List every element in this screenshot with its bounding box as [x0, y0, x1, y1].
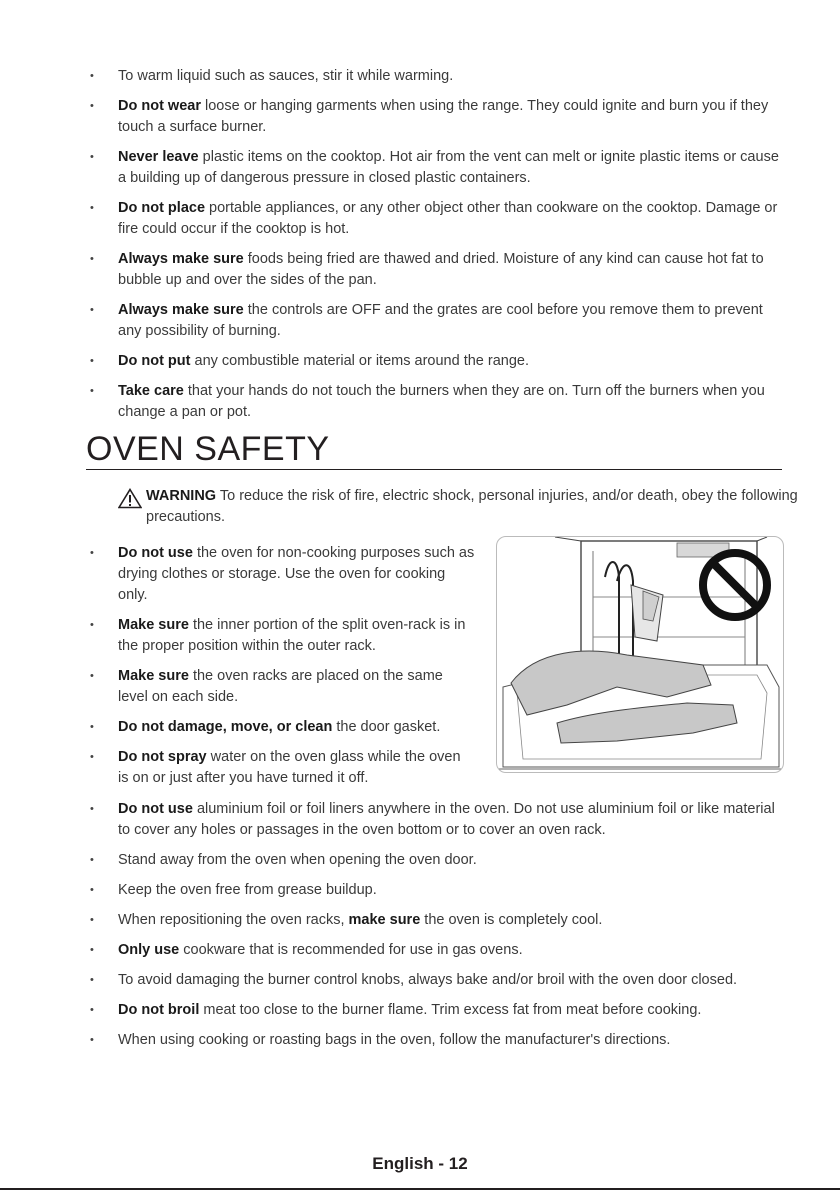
list-item: • To warm liquid such as sauces, stir it while warming.	[90, 66, 790, 87]
warning-label: WARNING	[146, 488, 217, 504]
oven-drawing	[497, 537, 783, 772]
list-item: • Do not broil meat too close to the burner flame. Trim excess fat from meat before cooking.	[90, 1000, 790, 1021]
list-item: • Always make sure foods being fried are thawed and dried. Moisture of any kind can cause hot fat to bubble up and over the sides of the pan.	[90, 249, 790, 291]
list-item: • Do not use the oven for non-cooking purposes such as drying clothes or storage. Use the oven for cooking only.	[90, 543, 475, 606]
footer-rule	[0, 1188, 840, 1190]
list-item: • Do not wear loose or hanging garments when using the range. They could ignite and burn you if they touch a surface burner.	[90, 96, 790, 138]
list-item: • Do not use aluminium foil or foil liners anywhere in the oven. Do not use aluminium foil or like material to cover any holes or passages in the oven bottom or to cover an oven rack.	[90, 799, 790, 841]
list-item: • Do not put any combustible material or items around the range.	[90, 351, 790, 372]
bottom-safety-list	[90, 799, 790, 1060]
list-item: • Always make sure the controls are OFF and the grates are cool before you remove them to prevent any possibility of burning.	[90, 300, 790, 342]
warning-triangle-icon	[118, 488, 142, 509]
list-item: • Keep the oven free from grease buildup.	[90, 880, 790, 901]
list-item: • Do not place portable appliances, or any other object other than cookware on the cooktop. Damage or fire could occur if the cooktop is hot.	[90, 198, 790, 240]
list-item: • Only use cookware that is recommended for use in gas ovens.	[90, 940, 790, 961]
list-item: • Take care that your hands do not touch the burners when they are on. Turn off the burners when you change a pan or pot.	[90, 381, 790, 423]
warning-text: To reduce the risk of fire, electric shock, personal injuries, and/or death, obey the following precautions.	[146, 488, 798, 525]
list-item: • Do not spray water on the oven glass while the oven is on or just after you have turned it off.	[90, 747, 475, 789]
top-safety-list	[90, 66, 790, 432]
list-item: • When using cooking or roasting bags in the oven, follow the manufacturer's directions.	[90, 1030, 790, 1051]
list-item: • Make sure the oven racks are placed on the same level on each side.	[90, 666, 475, 708]
list-item: • Do not damage, move, or clean the door gasket.	[90, 717, 475, 738]
list-item: • Never leave plastic items on the cooktop. Hot air from the vent can melt or ignite plastic items or cause a building up of dangerous pressure in closed plastic containers.	[90, 147, 790, 189]
list-item: • When repositioning the oven racks, make sure the oven is completely cool.	[90, 910, 790, 931]
list-item: • Make sure the inner portion of the split oven-rack is in the proper position within the outer rack.	[90, 615, 475, 657]
section-title: OVEN SAFETY	[86, 431, 782, 470]
list-item: • Stand away from the oven when opening the oven door.	[90, 850, 790, 871]
oven-clothes-illustration	[496, 536, 784, 773]
list-item: • To avoid damaging the burner control knobs, always bake and/or broil with the oven door closed.	[90, 970, 790, 991]
page-footer: English - 12	[372, 1154, 468, 1173]
warning-notice	[118, 486, 806, 528]
oven-use-list	[90, 543, 475, 798]
